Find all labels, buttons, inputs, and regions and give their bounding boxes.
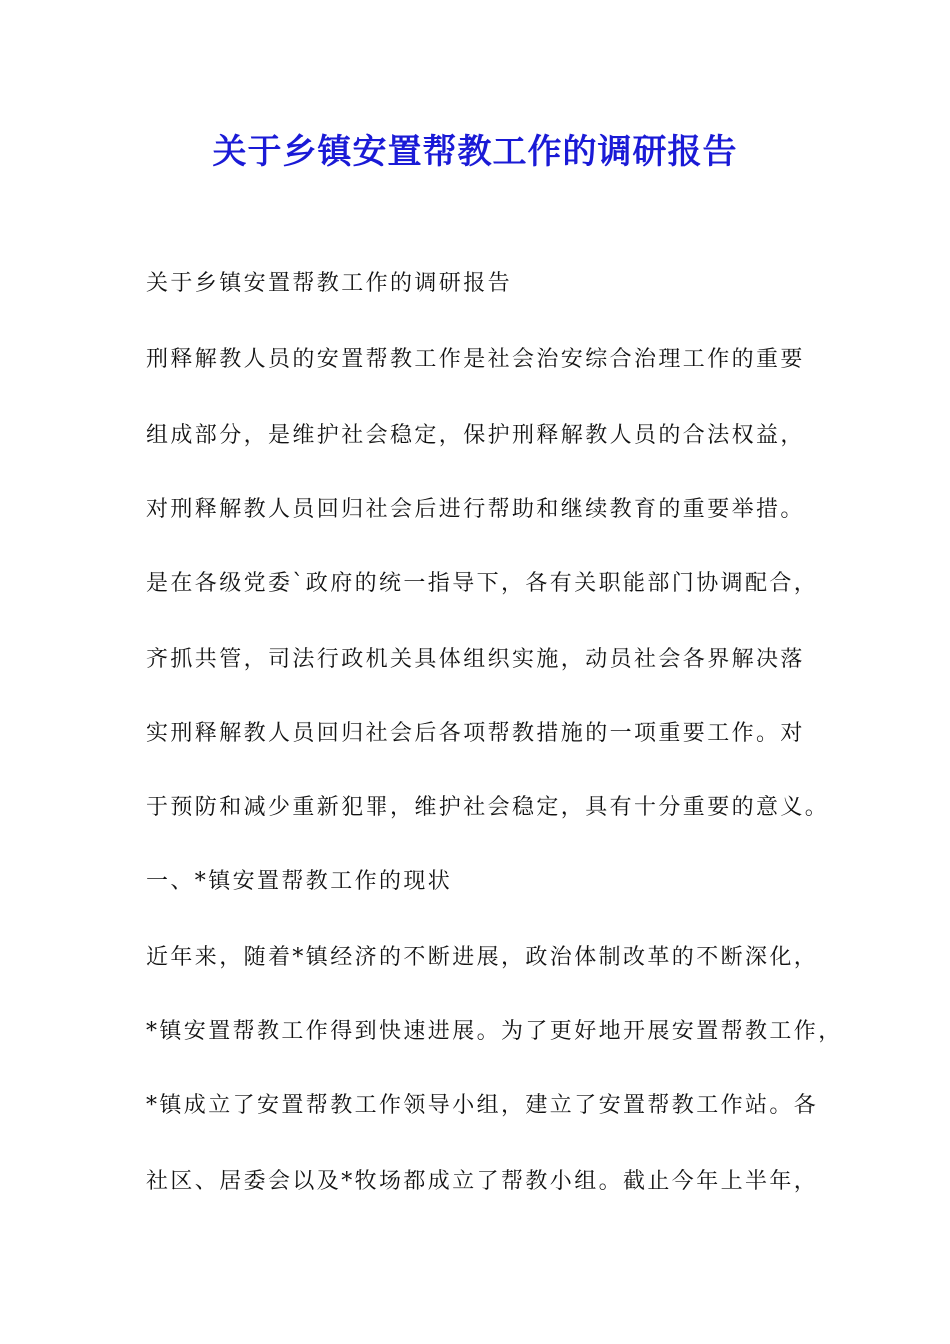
text-line: 社区、居委会以及*牧场都成立了帮教小组。截止今年上半年， xyxy=(146,1169,819,1194)
text-line: 是在各级党委`政府的统一指导下，各有关职能部门协调配合， xyxy=(146,571,819,596)
text-line: 刑释解教人员的安置帮教工作是社会治安综合治理工作的重要 xyxy=(146,347,805,372)
text-line: 实刑释解教人员回归社会后各项帮教措施的一项重要工作。对 xyxy=(146,721,805,746)
text-line: 于预防和减少重新犯罪，维护社会稳定，具有十分重要的意义。 xyxy=(146,795,830,820)
text-line: 对刑释解教人员回归社会后进行帮助和继续教育的重要举措。 xyxy=(146,497,805,522)
text-line: 组成部分，是维护社会稳定，保护刑释解教人员的合法权益， xyxy=(146,423,805,448)
section-heading: 一、*镇安置帮教工作的现状 xyxy=(146,869,453,894)
text-line: 齐抓共管，司法行政机关具体组织实施，动员社会各界解决落 xyxy=(146,647,805,672)
text-line-subtitle: 关于乡镇安置帮教工作的调研报告 xyxy=(146,271,513,296)
text-line: *镇成立了安置帮教工作领导小组，建立了安置帮教工作站。各 xyxy=(146,1093,819,1118)
document-title: 关于乡镇安置帮教工作的调研报告 xyxy=(212,132,738,172)
text-line: 近年来，随着*镇经济的不断进展，政治体制改革的不断深化， xyxy=(146,945,819,970)
text-line: *镇安置帮教工作得到快速进展。为了更好地开展安置帮教工作， xyxy=(146,1019,843,1044)
